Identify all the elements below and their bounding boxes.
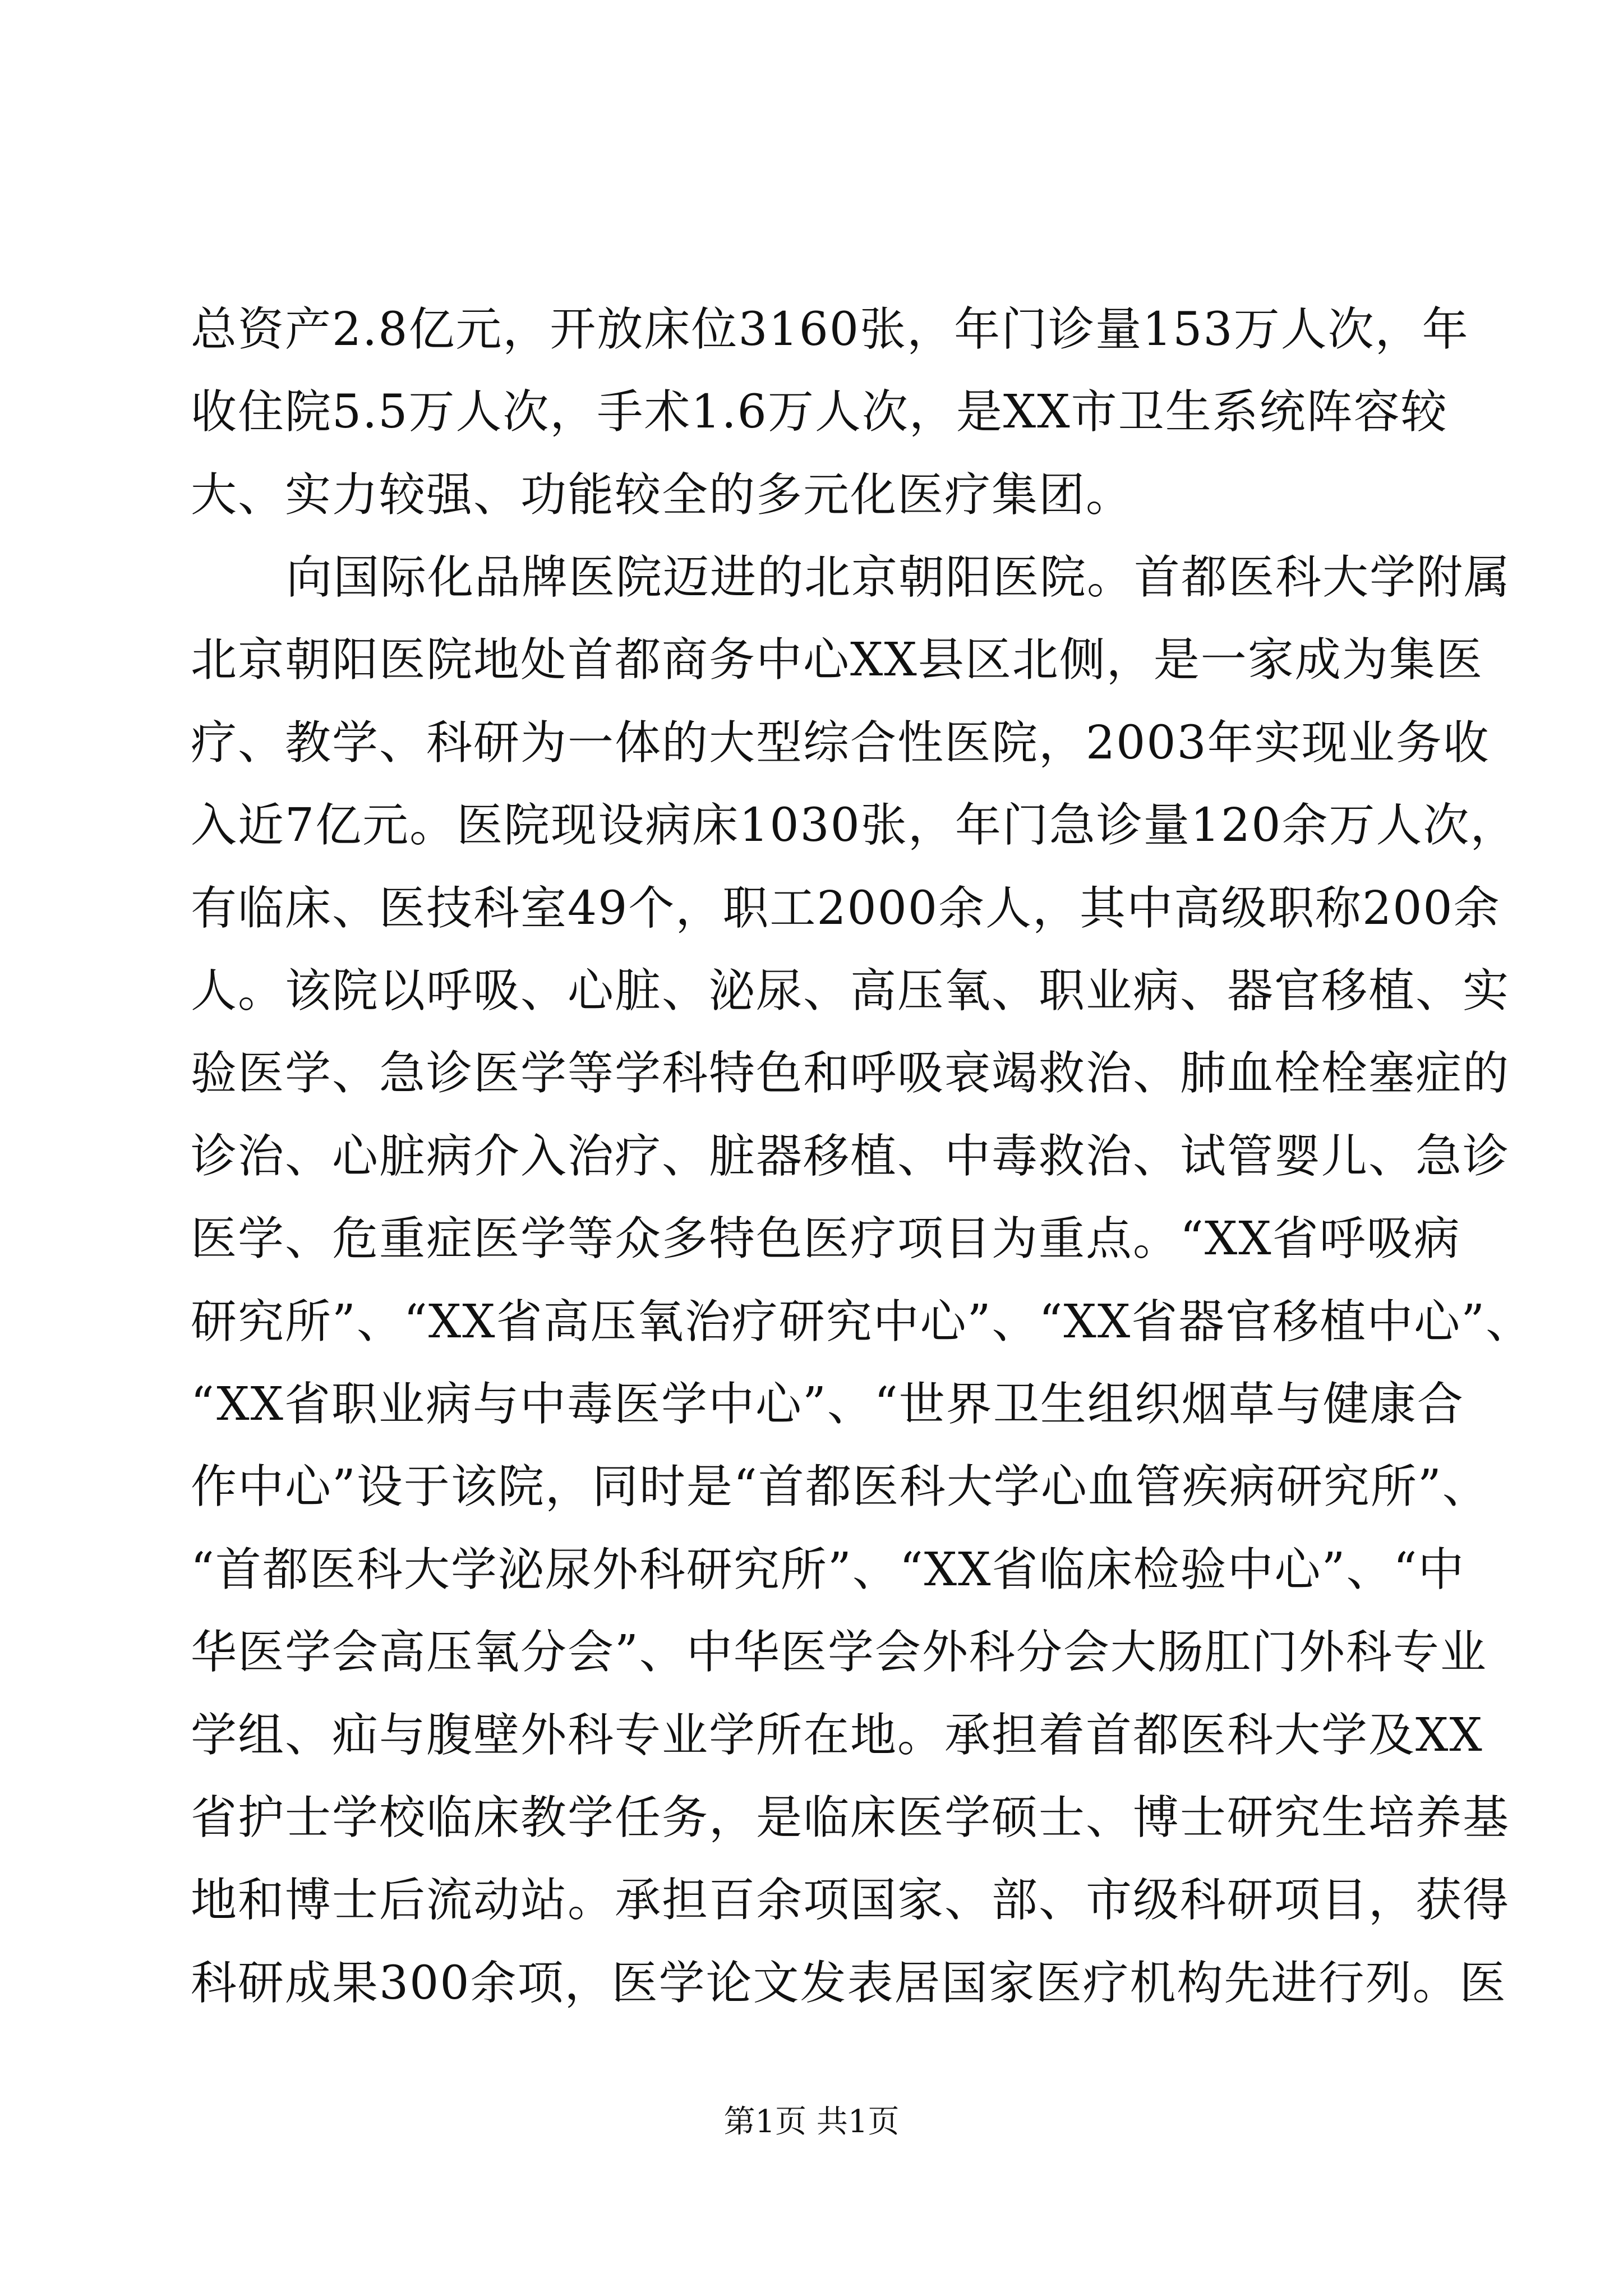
- text-line: 验医学、急诊医学等学科特色和呼吸衰竭救治、肺血栓栓塞症的: [191, 1047, 1510, 1100]
- text-line: 华医学会高压氧分会”、中华医学会外科分会大肠肛门外科专业: [191, 1626, 1487, 1679]
- text-line: 学组、疝与腹壁外科专业学所在地。承担着首都医科大学及XX: [191, 1709, 1483, 1762]
- text-line: 省护士学校临床教学任务，是临床医学硕士、博士研究生培养基: [191, 1791, 1510, 1844]
- text-line: 有临床、医技科室49个，职工2000余人，其中高级职称200余: [191, 882, 1501, 935]
- text-line: 收住院5.5万人次，手术1.6万人次，是XX市卫生系统阵容较: [191, 385, 1448, 439]
- text-line: 疗、教学、科研为一体的大型综合性医院，2003年实现业务收: [191, 716, 1490, 770]
- page-footer: 第1页 共1页: [723, 2104, 900, 2140]
- text-line: 作中心”设于该院，同时是“首都医科大学心血管疾病研究所”、: [191, 1460, 1490, 1513]
- text-line: “XX省职业病与中毒医学中心”、“世界卫生组织烟草与健康合: [191, 1378, 1464, 1431]
- text-line: 人。该院以呼吸、心脏、泌尿、高压氧、职业病、器官移植、实: [191, 964, 1510, 1018]
- text-line: 科研成果300余项，医学论文发表居国家医疗机构先进行列。医: [191, 1957, 1507, 2010]
- text-line: 诊治、心脏病介入治疗、脏器移植、中毒救治、试管婴儿、急诊: [191, 1130, 1510, 1183]
- text-line: 大、实力较强、功能较全的多元化医疗集团。: [191, 468, 1133, 522]
- text-line: 入近7亿元。医院现设病床1030张，年门急诊量120余万人次，: [191, 799, 1518, 852]
- text-line: 北京朝阳医院地处首都商务中心XX县区北侧，是一家成为集医: [191, 633, 1483, 687]
- text-line: 研究所”、“XX省高压氧治疗研究中心”、“XX省器官移植中心”、: [191, 1295, 1533, 1349]
- text-line: 地和博士后流动站。承担百余项国家、部、市级科研项目，获得: [191, 1874, 1510, 1927]
- paragraph-first-line: 向国际化品牌医院迈进的北京朝阳医院。首都医科大学附属: [286, 551, 1511, 604]
- text-line: 总资产2.8亿元，开放床位3160张，年门诊量153万人次，年: [191, 303, 1469, 356]
- text-line: 医学、危重症医学等众多特色医疗项目为重点。“XX省呼吸病: [191, 1212, 1461, 1266]
- text-line: “首都医科大学泌尿外科研究所”、“XX省临床检验中心”、“中: [191, 1543, 1465, 1596]
